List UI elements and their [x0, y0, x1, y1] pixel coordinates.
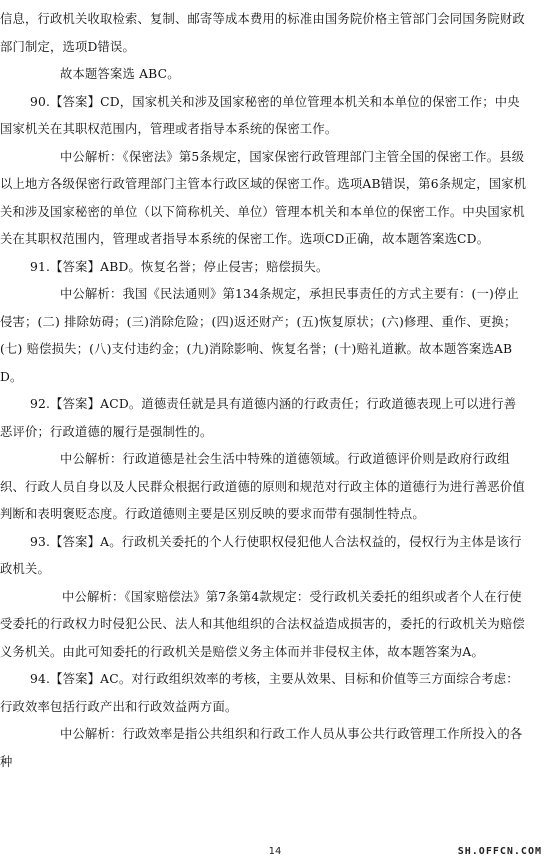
paragraph-answer-91: 91.【答案】ABD。恢复名誉；停止侵害；赔偿损失。 — [30, 259, 329, 274]
paragraph-analysis-90: 中公解析：《保密法》第5条规定，国家保密行政管理部门主管全国的保密工作。县级以上地方各级保密行政管理部门主管本行政区域的保密工作。选项AB错误，第6条规定，国家机关和涉及国家秘密的单位（以下简称机关、单位）管理本机关和本单位的保密工作。中央国家机关在其职权范围内，管理或者指导本系统的保密工作。选项CD正确，故本题答案选CD。 — [0, 149, 527, 246]
paragraph-answer-94: 94.【答案】AC。对行政组织效率的考核，主要从效果、目标和价值等三方面综合考虑：行政效率包括行政产出和行政效益两方面。 — [0, 672, 519, 714]
paragraph-analysis-91: 中公解析：我国《民法通则》第134条规定，承担民事责任的方式主要有：(一)停止侵害；(二) 排除妨碍；(三)消除危险；(四)返还财产；(五)恢复原状；(六)修理、重作、更换；(七) 赔偿损失；(八)支付违约金；(九)消除影响、恢复名誉；(十)赔礼道歉。故本题答案选ABD。 — [0, 287, 519, 384]
paragraph-continued-info: 信息，行政机关收取检索、复制、邮寄等成本费用的标准由国务院价格主管部门会同国务院财政部门制定，选项D错误。 — [0, 12, 525, 54]
document-body — [0, 6, 550, 776]
paragraph-answer-92: 92.【答案】ACD。道德责任就是具有道德内涵的行政责任；行政道德表现上可以进行善恶评价；行政道德的履行是强制性的。 — [0, 397, 517, 439]
paragraph-analysis-94: 中公解析：行政效率是指公共组织和行政工作人员从事公共行政管理工作所投入的各种 — [0, 727, 523, 769]
site-watermark: SH.OFFCN.COM — [457, 846, 542, 857]
paragraph-analysis-93: 中公解析：《国家赔偿法》第7条第4款规定：受行政机关委托的组织或者个人在行使受委托的行政权力时侵犯公民、法人和其他组织的合法权益造成损害的，委托的行政机关为赔偿义务机关。由此可知委托的行政机关是赔偿义务主体而并非侵权主体，故本题答案为A。 — [0, 589, 525, 659]
paragraph-answer-summary-89: 故本题答案选 ABC。 — [60, 67, 180, 81]
paragraph-analysis-92: 中公解析：行政道德是社会生活中特殊的道德领域。行政道德评价则是政府行政组织、行政人员自身以及人民群众根据行政道德的原则和规范对行政主体的道德行为进行善恶价值判断和表明褒贬态度。行政道德则主要是区别反映的要求而带有强制性特点。 — [0, 452, 525, 521]
paragraph-answer-90: 90.【答案】CD，国家机关和涉及国家秘密的单位管理本机关和本单位的保密工作；中央国家机关在其职权范围内，管理或者指导本系统的保密工作。 — [0, 94, 520, 136]
paragraph-answer-93: 93.【答案】A。行政机关委托的个人行使职权侵犯他人合法权益的，侵权行为主体是该行政机关。 — [0, 534, 522, 576]
page-number: 14 — [268, 846, 282, 857]
